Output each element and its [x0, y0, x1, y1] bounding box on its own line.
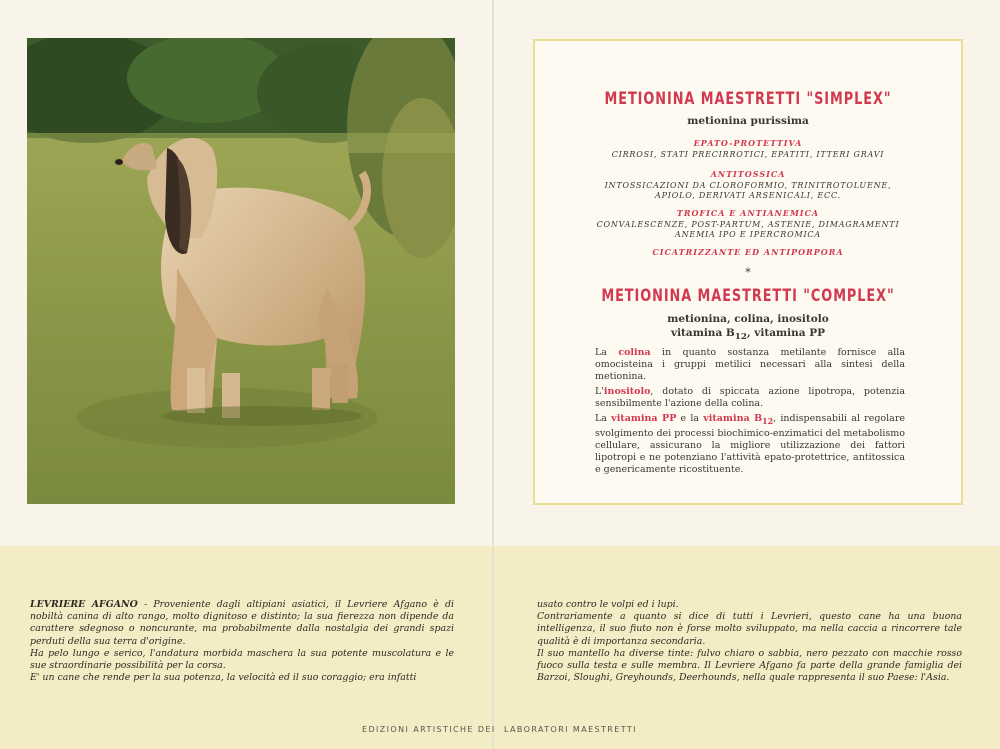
- simplex-section-heading: EPATO-PROTETTIVA: [693, 138, 803, 148]
- simplex-section-text: APIOLO, DERIVATI ARSENICALI, ECC.: [655, 191, 841, 200]
- afghan-text-right: [537, 599, 962, 684]
- simplex-subtitle: metionina purissima: [687, 115, 809, 127]
- afghan-paragraph: usato contro le volpi ed i lupi.: [537, 599, 679, 610]
- complex-title: METIONINA MAESTRETTI "COMPLEX": [601, 286, 895, 305]
- simplex-section-text: INTOSSICAZIONI DA CLOROFORMIO, TRINITROTOLUENE,: [604, 181, 892, 190]
- simplex-section-heading: CICATRIZZANTE ED ANTIPORPORA: [652, 247, 844, 257]
- simplex-section-heading: ANTITOSSICA: [710, 169, 786, 179]
- simplex-section-text: CIRROSI, STATI PRECIRROTICI, EPATITI, ITTERI GRAVI: [611, 150, 885, 159]
- afghan-paragraph: Ha pelo lungo e serico, l'andatura morbida maschera la sua potente muscolatura e le sue straordinarie possibilità per la corsa.: [30, 647, 454, 672]
- afghan-paragraph: Il suo mantello ha diverse tinte: fulvo chiaro o sabbia, nero pezzato con macchie rosso fuoco sulla testa e sulle membra. Il Levriere Afgano fa parte della grande famiglia dei Barzoi, Sloughi, Greyhounds, Deerhounds, nella quale rappresenta il suo Paese: l'Asia.: [537, 647, 962, 684]
- afghan-hound-photo: [27, 38, 455, 504]
- complex-description: [595, 347, 905, 479]
- afghan-text-left: [30, 599, 454, 684]
- product-info-panel: [533, 39, 963, 505]
- subscript: 12: [734, 332, 747, 343]
- simplex-section-heading: TROFICA E ANTIANEMICA: [676, 208, 820, 218]
- afghan-paragraph: E' un cane che rende per la sua potenza, la velocità ed il suo coraggio; era infatti: [30, 672, 417, 684]
- separator-star: *: [745, 266, 751, 279]
- footer-right: LABORATORI MAESTRETTI: [504, 725, 637, 734]
- complex-vitamins: [535, 327, 961, 342]
- vitamin-b-label: vitamina B: [670, 327, 735, 339]
- vitamins-paragraph: La vitamina PP e la vitamina $B_{12}$, indispensabili al regolare svolgimento dei processi biochimico-enzimatici del metabolismo cellulare, assicurano la migliore utilizzazione dei fattori lipotropi e ne potenziano l'attività epato-protettrice, antitossica e genericamente ricostituente.: [595, 413, 906, 475]
- simplex-title: METIONINA MAESTRETTI "SIMPLEX": [604, 89, 892, 108]
- vitamin-pp-label: , vitamina PP: [746, 327, 826, 339]
- footer-left: EDIZIONI ARTISTICHE DEI: [362, 725, 496, 734]
- complex-subtitle: metionina, colina, inositolo: [667, 313, 829, 325]
- colina-paragraph: La colina in quanto sostanza metilante fornisce alla omocisteina i gruppi metilici necessari alla sintesi della metionina.: [595, 347, 906, 382]
- inositolo-paragraph: L'inositolo, dotato di spiccata azione lipotropa, potenzia sensibilmente l'azione della colina.: [595, 386, 905, 409]
- afghan-intro: LEVRIERE AFGANO - Proveniente dagli altipiani asiatici, il Levriere Afgano è di nobiltà canina di alto rango, molto dignitoso e distinto; la sua fierezza non dipende da carattere sdegnoso o noncurante, ma probabilmente dalla nostalgia dei grandi spazi perduti della sua terra d'origine.: [30, 599, 454, 647]
- center-fold: [492, 0, 494, 749]
- simplex-section-text: ANEMIA IPO E IPERCROMICA: [675, 230, 821, 239]
- simplex-section-text: CONVALESCENZE, POST-PARTUM, ASTENIE, DIMAGRAMENTI: [596, 220, 900, 229]
- afghan-paragraph: Contrariamente a quanto si dice di tutti i Levrieri, questo cane ha una buona intelligenza, il suo fiuto non è forse molto sviluppato, ma nella caccia a rincorrere tale qualità è di importanza secondaria.: [537, 611, 962, 647]
